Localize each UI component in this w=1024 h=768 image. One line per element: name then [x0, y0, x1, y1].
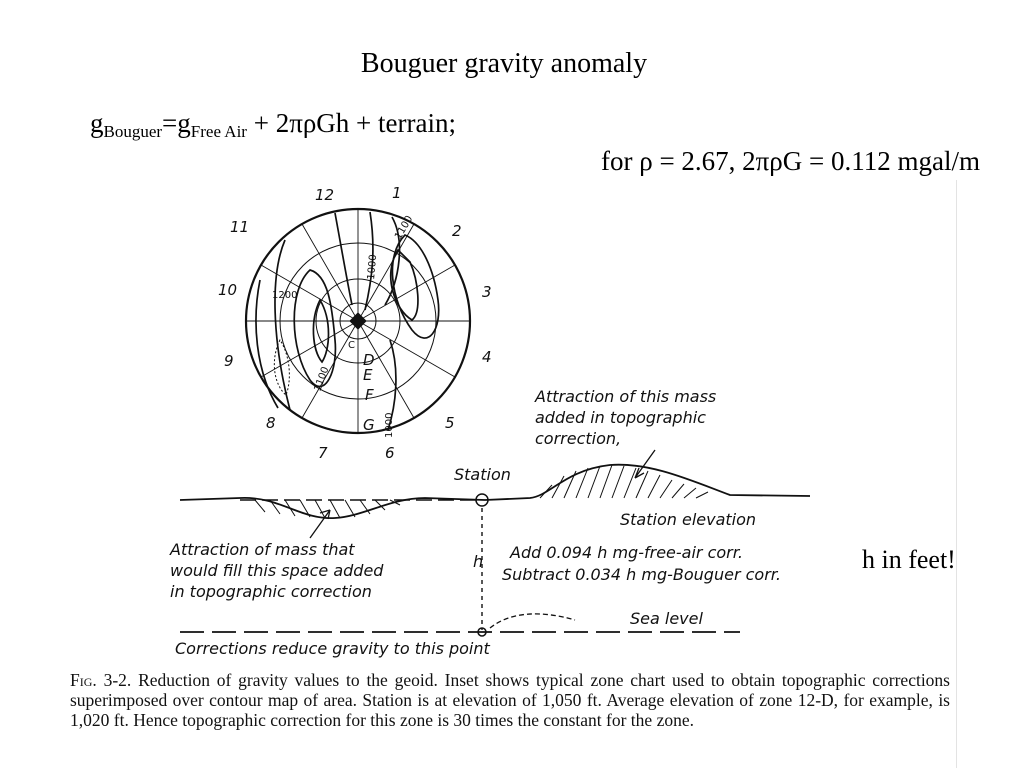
zone-letters [348, 340, 375, 434]
zone-letter-e: E [363, 366, 373, 384]
label-attraction-bottom-3: in topographic correction [170, 582, 372, 601]
label-station-elevation: Station elevation [620, 510, 757, 529]
formula-sub-bouguer: Bouguer [103, 122, 163, 141]
label-attraction-top-2: added in topographic [535, 408, 706, 427]
label-attraction-bottom-2: would fill this space added [170, 561, 384, 580]
zone-label-1: 1 [392, 184, 402, 202]
slide-title: Bouguer gravity anomaly [360, 48, 648, 79]
zone-label-4: 4 [482, 348, 492, 366]
zone-label-9: 9 [224, 352, 234, 370]
contour-label-1100-left: 1100 [312, 365, 332, 394]
h-in-feet-note: h in feet! [862, 545, 956, 574]
profile-labels [169, 387, 781, 658]
zone-label-8: 8 [266, 414, 276, 432]
reduction-figure [160, 180, 840, 670]
zone-label-7: 7 [318, 444, 328, 462]
formula-sub-free-air: Free Air [190, 122, 247, 141]
label-attraction-bottom-1: Attraction of mass that [170, 540, 355, 559]
label-subtract-bouguer: Subtract 0.034 h mg-Bouguer corr. [502, 565, 781, 584]
formula-g: g [90, 108, 104, 138]
zone-label-6: 6 [385, 444, 395, 462]
label-add-free-air: Add 0.094 h mg-free-air corr. [510, 543, 743, 562]
zone-label-3: 3 [482, 283, 492, 301]
label-h: h [473, 552, 484, 571]
formula-eq: =g [162, 108, 191, 138]
contour-label-1200: 1200 [272, 290, 298, 301]
zone-label-10: 10 [218, 281, 238, 299]
contour-label-1100-top: 1100 [393, 213, 416, 242]
zone-letter-c: C [348, 340, 355, 351]
density-constant: for ρ = 2.67, 2πρG = 0.112 mgal/m [600, 146, 980, 176]
hill-hatching [540, 465, 708, 498]
zone-letter-f: F [365, 386, 374, 404]
figure-caption [70, 670, 950, 730]
caption-label: Fig. 3-2. [70, 670, 132, 690]
contour-label-1000-bottom: 1000 [384, 412, 395, 438]
arrow-valley-mass [310, 510, 330, 538]
vertical-rule [956, 180, 957, 768]
zone-label-12: 12 [315, 186, 335, 204]
geoid-arrow [490, 614, 575, 628]
zone-chart [246, 209, 470, 433]
hatched-core [350, 313, 366, 329]
arrow-top-mass [635, 450, 655, 478]
zone-label-11: 11 [230, 218, 250, 236]
label-station: Station [454, 465, 511, 484]
label-attraction-top-3: correction, [535, 429, 622, 448]
zone-letter-d: D [363, 351, 375, 369]
bouguer-formula [90, 108, 456, 142]
zone-letter-g: G [363, 416, 375, 434]
label-sea-level: Sea level [630, 609, 703, 628]
zone-label-5: 5 [445, 414, 455, 432]
contour-label-1000-top: 1000 [366, 253, 380, 281]
label-attraction-top-1: Attraction of this mass [535, 387, 717, 406]
zone-label-2: 2 [452, 222, 462, 240]
label-corrections: Corrections reduce gravity to this point [175, 639, 490, 658]
formula-rest: + 2πρGh + terrain; [246, 108, 456, 138]
caption-text: Reduction of gravity values to the geoid. Inset shows typical zone chart used to obtain topographic corrections superimposed over contour map of area. Station is at elevation of 1,050 ft. Average elevation of zone 12-D, for example, is 1,020 ft. Hence topographic correction for this zone is 30 times the constant for the zone. [70, 670, 950, 730]
